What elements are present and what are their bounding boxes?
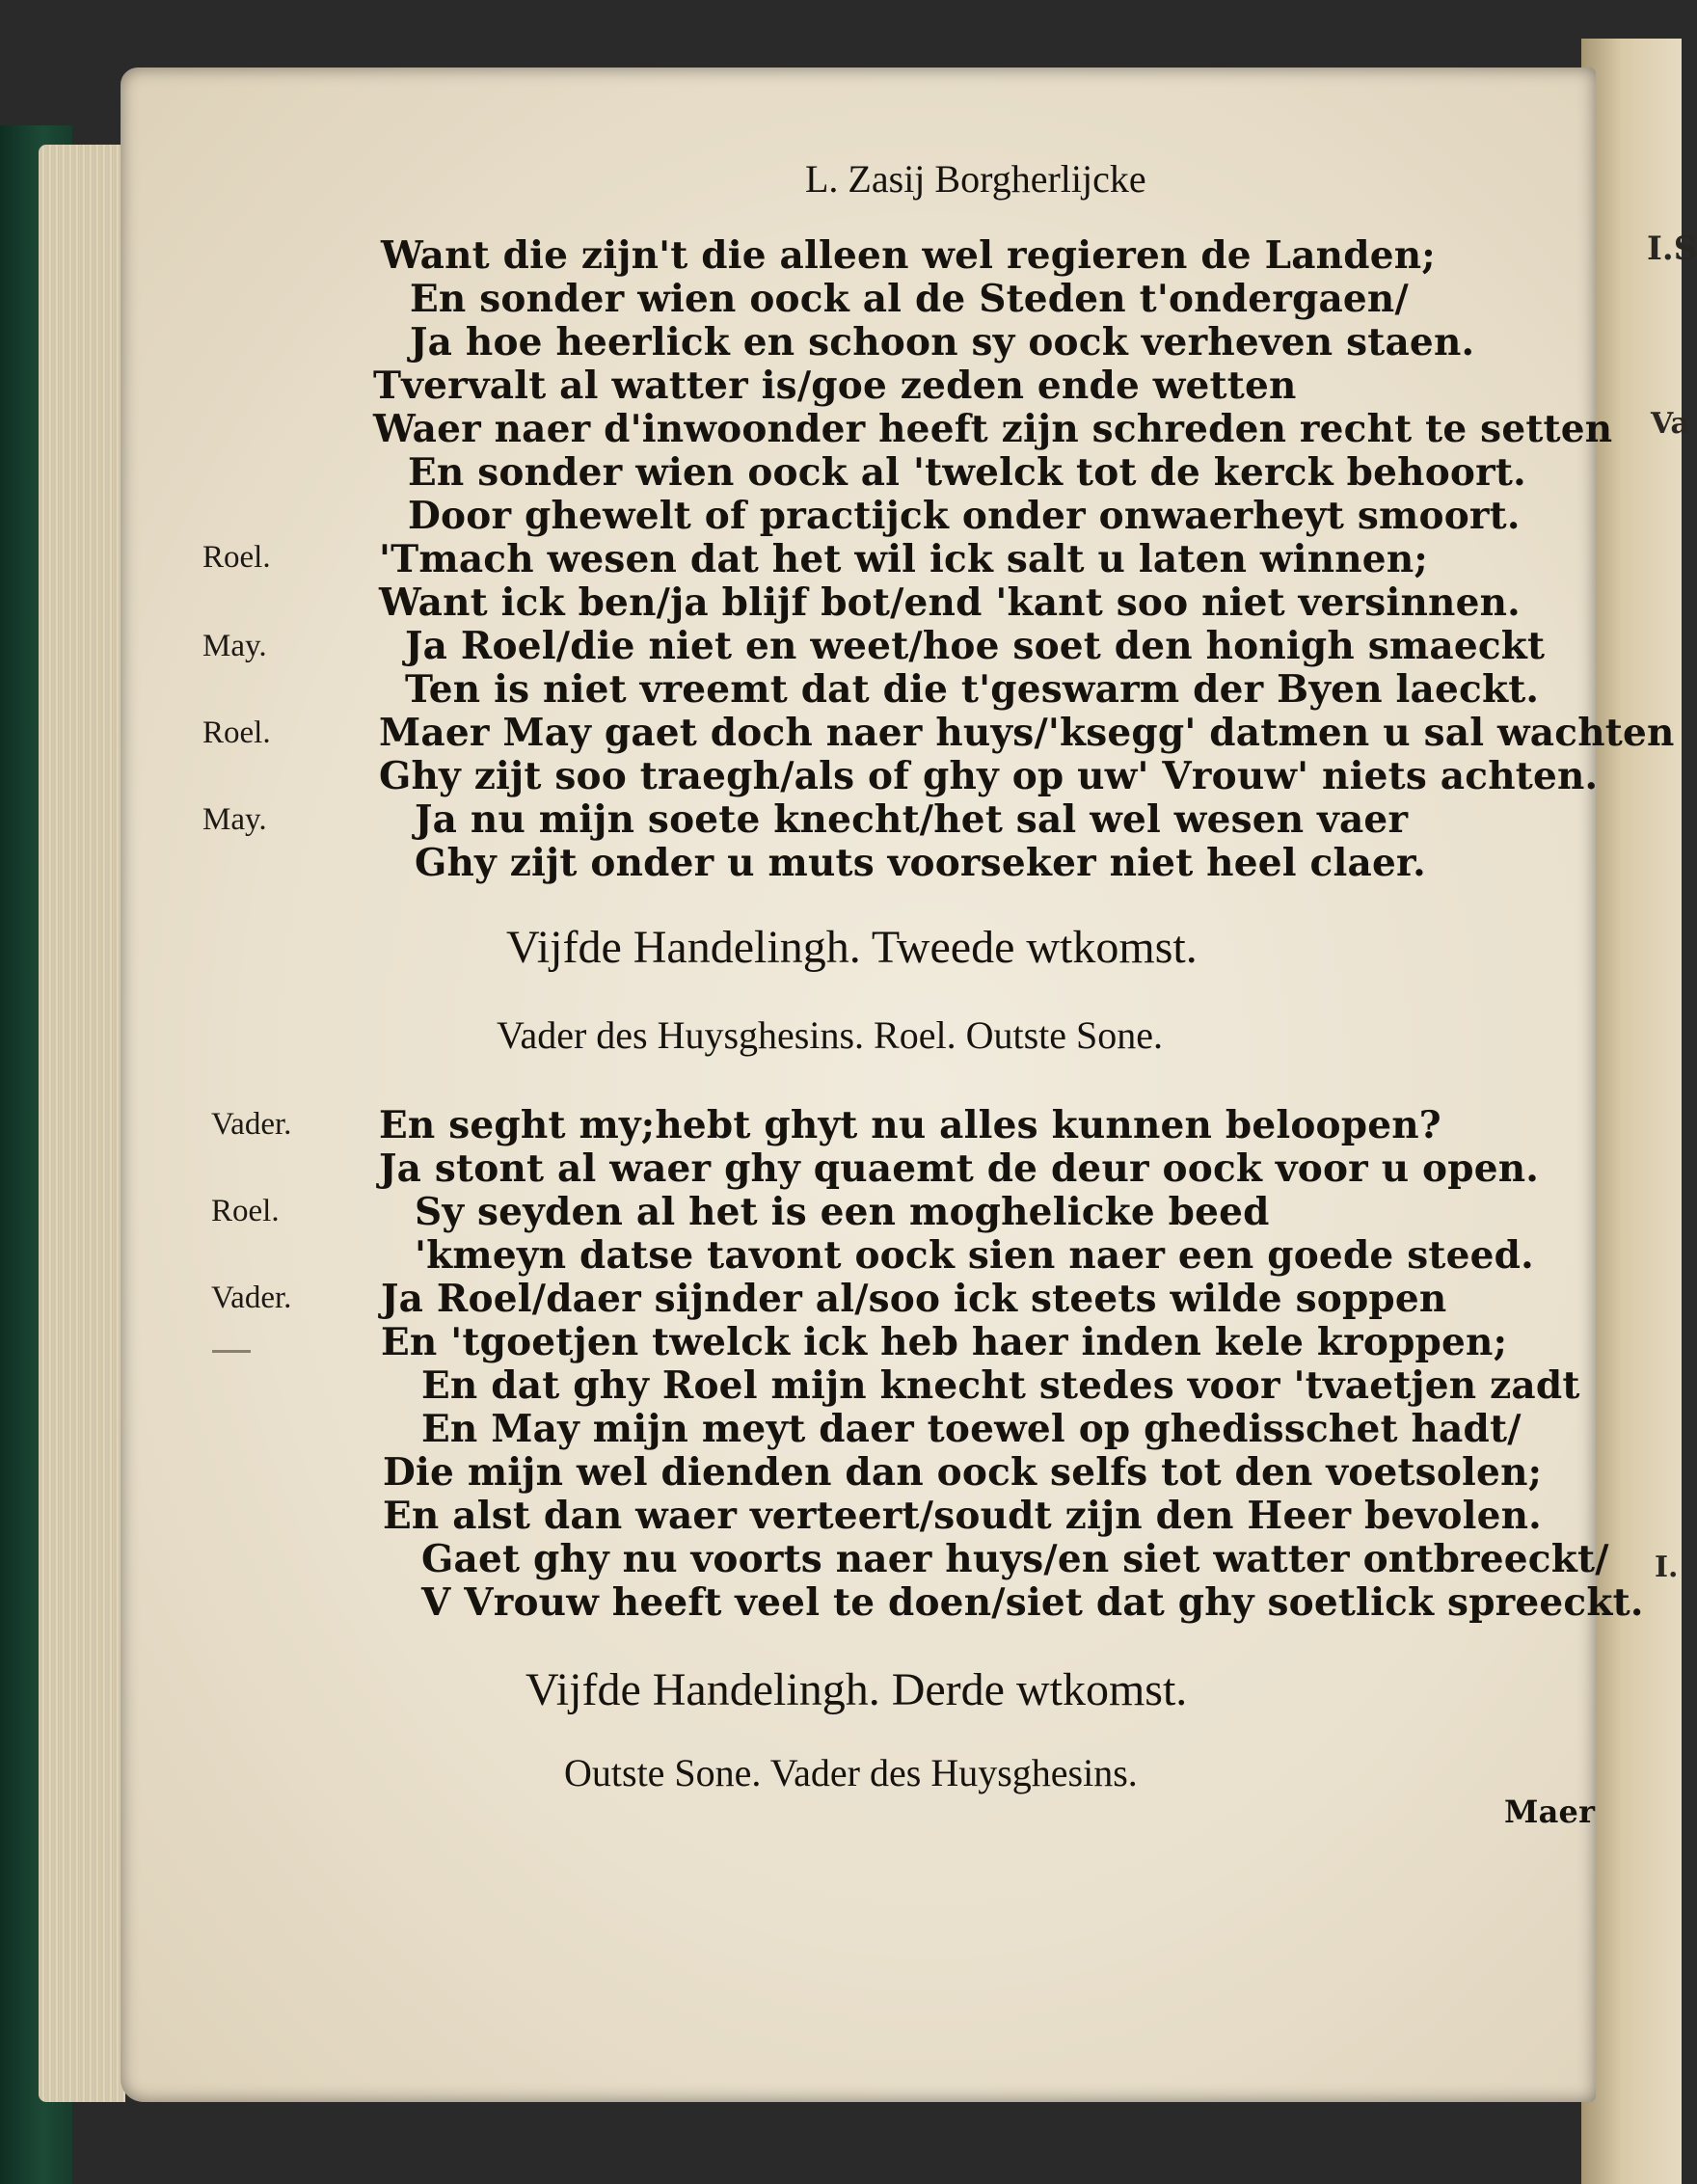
verse-line: Door ghewelt of practijck onder onwaerheyt smoort. (408, 494, 1521, 538)
facing-page-mark: I. (1655, 1550, 1679, 1584)
speaker-label: Vader. (211, 1107, 292, 1142)
verse-line: Ja hoe heerlick en schoon sy oock verheven staen. (410, 320, 1475, 364)
verse-line: 'kmeyn datse tavont oock sien naer een goede steed. (415, 1233, 1534, 1278)
verse-line: Ja Roel/daer sijnder al/soo ick steets wilde soppen (381, 1277, 1447, 1321)
speaker-label: Roel. (202, 715, 271, 750)
verse-line: Waer naer d'inwoonder heeft zijn schreden recht te setten (373, 407, 1613, 451)
facing-page (1581, 39, 1697, 2184)
verse-line: V Vrouw heeft veel te doen/siet dat ghy soetlick spreeckt. (421, 1580, 1644, 1625)
verse-line: Tvervalt al watter is/goe zeden ende wetten (373, 364, 1297, 408)
verse-line: En dat ghy Roel mijn knecht stedes voor 'tvaetjen zadt (421, 1363, 1580, 1408)
scene-heading: Vijfde Handelingh. Derde wtkomst. (525, 1664, 1188, 1715)
scene-heading: Vijfde Handelingh. Tweede wtkomst. (506, 922, 1198, 973)
verse-line: En alst dan waer verteert/soudt zijn den Heer bevolen. (383, 1494, 1542, 1538)
verse-line: En May mijn meyt daer toewel op ghedisschet hadt/ (421, 1407, 1522, 1451)
verse-line: Maer May gaet doch naer huys/'ksegg' datmen u sal wachten (379, 711, 1675, 755)
verse-line: Ten is niet vreemt dat die t'geswarm der Byen laeckt. (405, 667, 1540, 712)
verse-line: Sy seyden al het is een moghelicke beed (415, 1190, 1270, 1234)
verse-line: Die mijn wel dienden dan oock selfs tot den voetsolen; (383, 1450, 1543, 1495)
book-page (121, 67, 1675, 2102)
speaker-label: Roel. (211, 1194, 280, 1228)
verse-line: En sonder wien oock al 'twelck tot de kerck behoort. (408, 450, 1526, 495)
verse-line: En sonder wien oock al de Steden t'ondergaen/ (410, 277, 1409, 321)
running-head: L. Zasij Borgherlijcke (805, 157, 1146, 201)
speaker-label: Roel. (202, 540, 271, 575)
speaker-label: Vader. (211, 1281, 292, 1315)
verse-line: Ja nu mijn soete knecht/het sal wel wesen vaer (415, 797, 1409, 842)
speaker-label: May. (202, 629, 267, 663)
dramatis-personae: Vader des Huysghesins. Roel. Outste Sone. (497, 1013, 1164, 1057)
verse-line: En seght my;hebt ghyt nu alles kunnen beloopen? (379, 1103, 1441, 1147)
verse-line: Ja Roel/die niet en weet/hoe soet den honigh smaeckt (405, 624, 1546, 668)
dramatis-personae: Outste Sone. Vader des Huysghesins. (564, 1751, 1138, 1794)
speaker-label: May. (202, 802, 267, 837)
verse-line: En 'tgoetjen twelck ick heb haer inden kele kroppen; (381, 1320, 1508, 1364)
facing-page-mark: Va (1651, 407, 1689, 441)
verse-line: Want ick ben/ja blijf bot/end 'kant soo niet versinnen. (379, 580, 1521, 625)
verse-line: Ja stont al waer ghy quaemt de deur oock voor u open. (379, 1146, 1540, 1191)
margin-rule (212, 1350, 251, 1353)
verse-line: Gaet ghy nu voorts naer huys/en siet watter ontbreeckt/ (421, 1537, 1609, 1581)
catchword: Maer (1504, 1793, 1596, 1830)
verse-line: 'Tmach wesen dat het wil ick salt u laten winnen; (379, 537, 1428, 581)
verse-line: Ghy zijt onder u muts voorseker niet heel claer. (415, 841, 1426, 885)
page-edges (39, 145, 125, 2102)
verse-line: Ghy zijt soo traegh/als of ghy op uw' Vrouw' niets achten. (379, 754, 1599, 798)
verse-line: Want die zijn't die alleen wel regieren de Landen; (381, 233, 1436, 278)
facing-page-mark: I.S (1647, 229, 1697, 268)
